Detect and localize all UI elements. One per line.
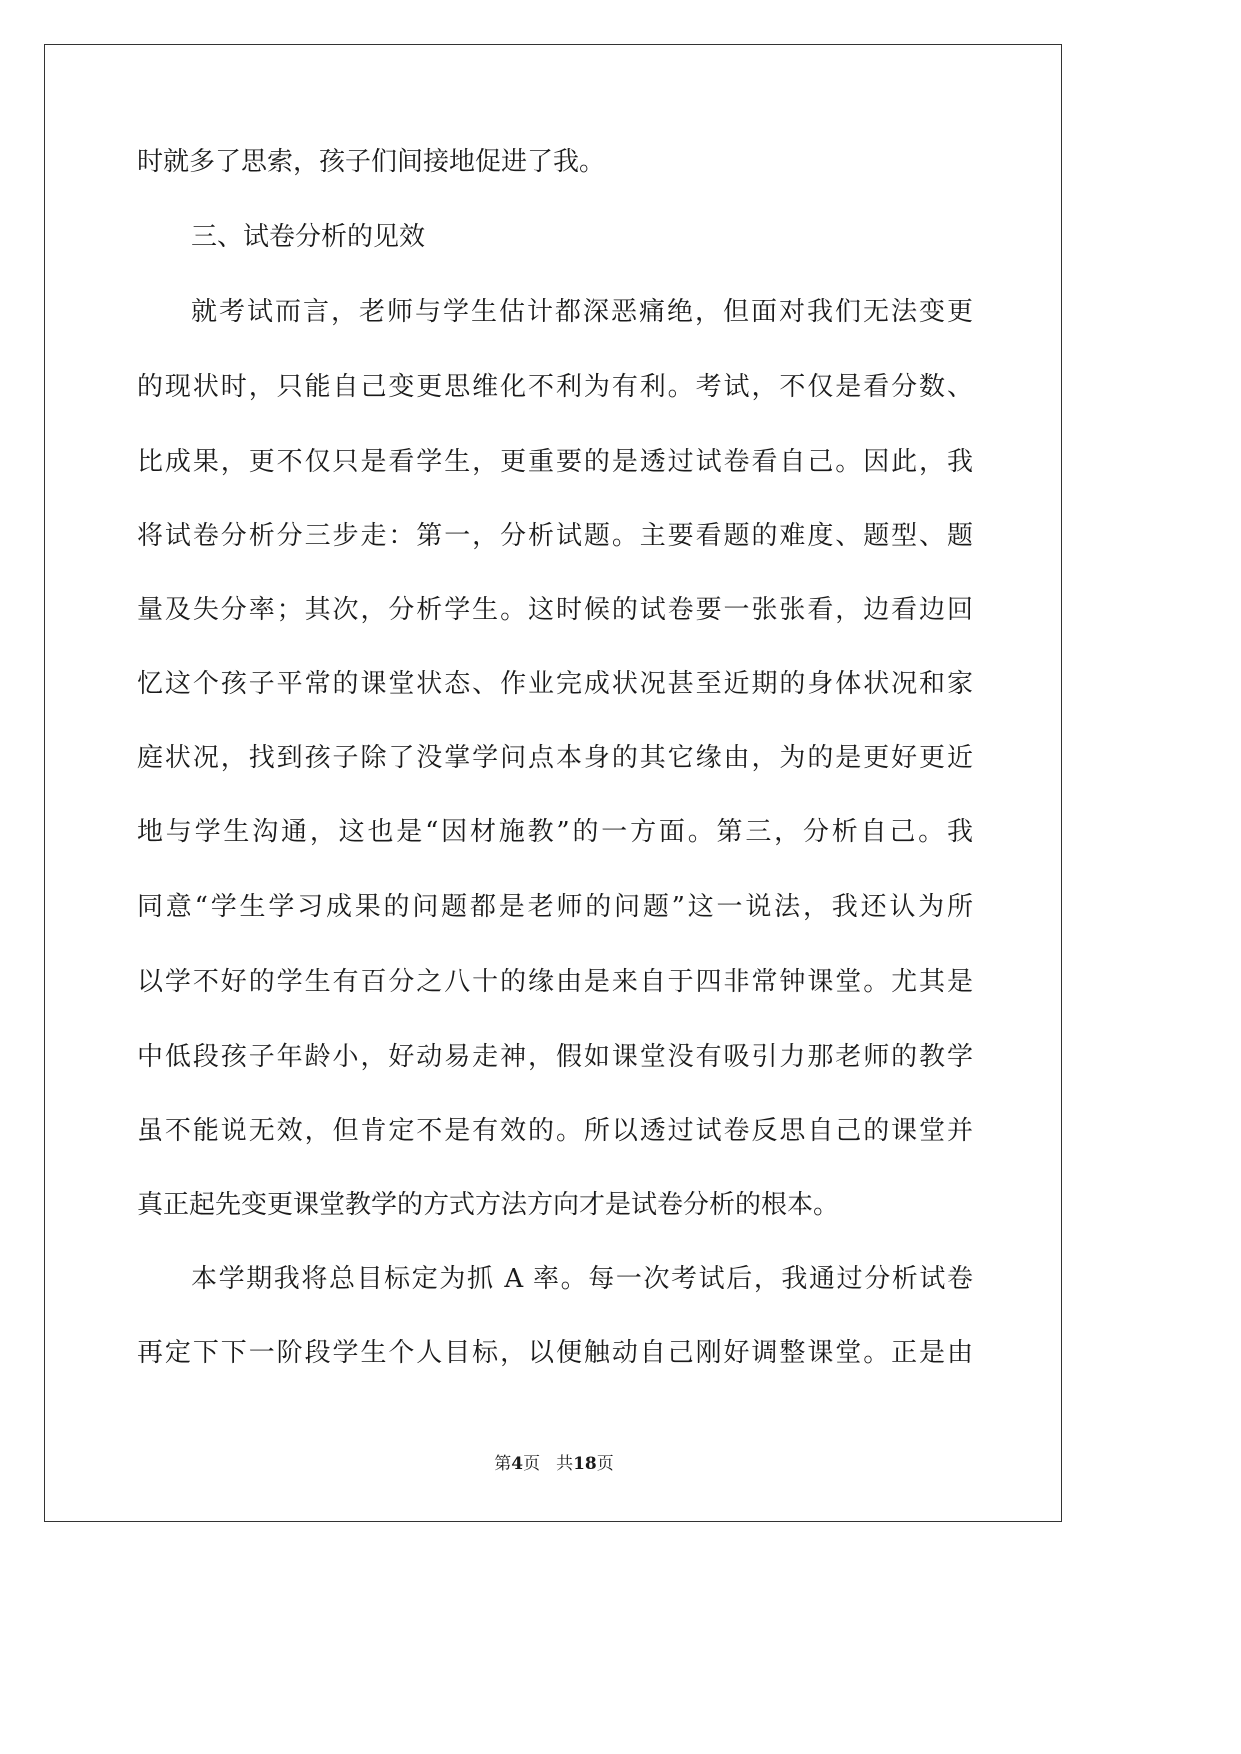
text-line: 地与学生沟通，这也是“因材施教”的一方面。第三，分析自己。我 <box>137 817 973 847</box>
text-line: 庭状况，找到孩子除了没掌学问点本身的其它缘由，为的是更好更近 <box>137 743 973 773</box>
text-line: 再定下下一阶段学生个人目标，以便触动自己刚好调整课堂。正是由 <box>137 1338 973 1368</box>
text-line: 忆这个孩子平常的课堂状态、作业完成状况甚至近期的身体状况和家 <box>137 669 973 699</box>
text-line: 同意“学生学习成果的问题都是老师的问题”这一说法，我还认为所 <box>137 892 973 922</box>
section-heading: 三、试卷分析的见效 <box>191 222 426 252</box>
text-line: 量及失分率；其次，分析学生。这时候的试卷要一张张看，边看边回 <box>137 595 973 625</box>
text-line: 中低段孩子年龄小，好动易走神，假如课堂没有吸引力那老师的教学 <box>137 1042 973 1072</box>
page-prefix: 第 <box>494 1454 512 1474</box>
text-line: 时就多了思索，孩子们间接地促进了我。 <box>137 147 606 177</box>
page-number: 4 <box>511 1454 524 1474</box>
page-frame <box>44 44 1062 1522</box>
text-line: 真正起先变更课堂教学的方式方法方向才是试卷分析的根本。 <box>137 1190 840 1220</box>
text-line: 就考试而言，老师与学生估计都深恶痛绝，但面对我们无法变更 <box>191 297 973 327</box>
total-suffix: 页 <box>596 1454 614 1474</box>
total-prefix: 共 <box>556 1454 574 1474</box>
text-line: 本学期我将总目标定为抓 A 率。每一次考试后，我通过分析试卷 <box>191 1264 973 1294</box>
page-suffix: 页 <box>523 1454 541 1474</box>
text-line: 以学不好的学生有百分之八十的缘由是来自于四非常钟课堂。尤其是 <box>137 967 973 997</box>
text-line: 虽不能说无效，但肯定不是有效的。所以透过试卷反思自己的课堂并 <box>137 1116 973 1146</box>
page-footer <box>0 1453 1108 1475</box>
text-line: 比成果，更不仅只是看学生，更重要的是透过试卷看自己。因此，我 <box>137 447 973 477</box>
text-line: 将试卷分析分三步走：第一，分析试题。主要看题的难度、题型、题 <box>137 521 973 551</box>
total-pages: 18 <box>573 1454 597 1474</box>
text-line: 的现状时，只能自己变更思维化不利为有利。考试，不仅是看分数、 <box>137 372 973 402</box>
